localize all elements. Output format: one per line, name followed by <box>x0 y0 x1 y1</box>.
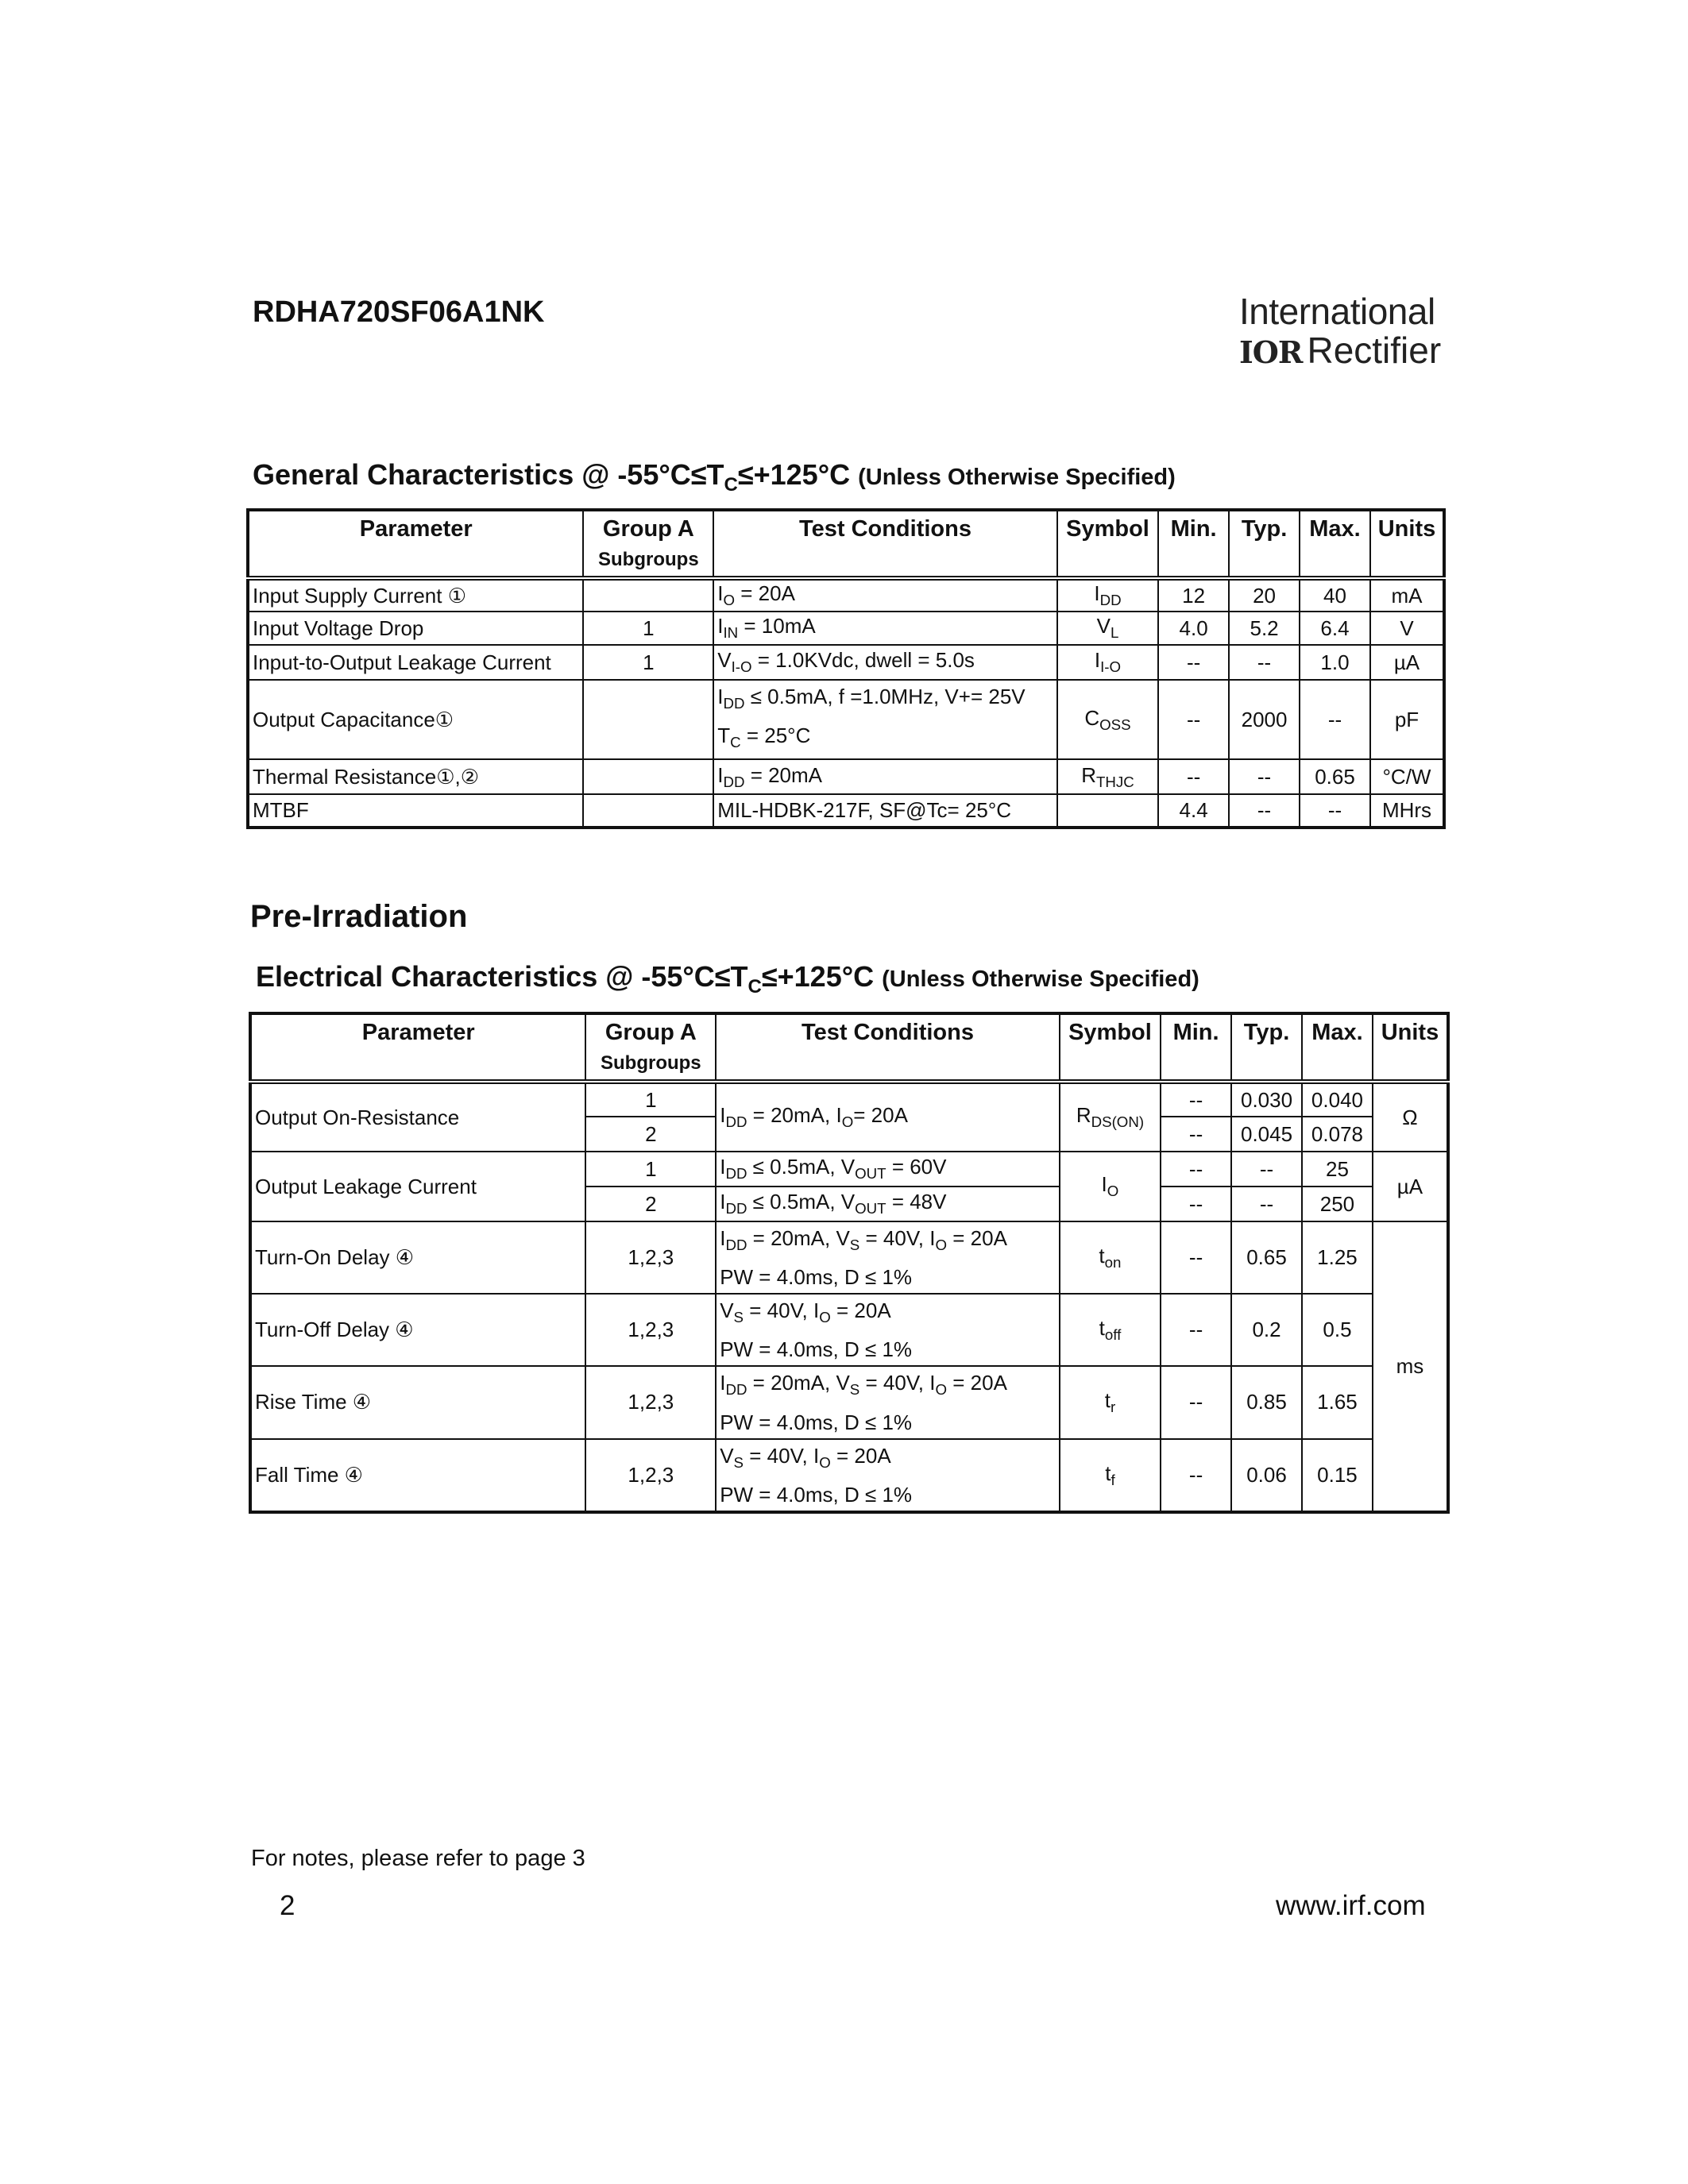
title-end: ≤+125°C <box>761 960 875 993</box>
cond-c: = 60V <box>886 1155 947 1179</box>
c-c: = 40V, I <box>859 1226 936 1250</box>
cell-group: 1,2,3 <box>585 1439 716 1512</box>
cell-units: µA <box>1370 645 1444 680</box>
cond-sub: DD <box>725 1165 747 1183</box>
cond-b: = 10mA <box>738 614 816 639</box>
cond-sub: DD <box>723 695 745 712</box>
company-logo <box>1239 292 1446 372</box>
col-symbol: Symbol <box>1060 1013 1161 1082</box>
electrical-characteristics-table <box>249 1012 1450 1514</box>
cell-min: -- <box>1158 759 1229 794</box>
c-a: V <box>720 1298 734 1323</box>
col-group-label: Group A <box>605 1020 697 1045</box>
cell-symbol <box>1057 759 1158 794</box>
cond-a: V <box>717 648 732 673</box>
cell-max: 6.4 <box>1300 612 1370 645</box>
cell-group: 2 <box>585 1187 716 1221</box>
cell-min: -- <box>1161 1294 1231 1366</box>
cond-a: MIL-HDBK-217F, SF@Tc= 25°C <box>717 798 1012 823</box>
general-characteristics-title <box>253 458 1176 496</box>
col-group <box>585 1013 716 1082</box>
cell-max: 1.25 <box>1302 1221 1373 1294</box>
c-sub: S <box>733 1309 744 1326</box>
cell-conditions <box>713 645 1057 680</box>
cond-a: I <box>717 614 724 639</box>
c-d: = 20A <box>947 1371 1007 1395</box>
table-row <box>250 1082 1448 1117</box>
cond-sub: DD <box>725 1113 747 1131</box>
sym-sub: L <box>1110 624 1119 642</box>
c-d: = 20A <box>947 1226 1007 1250</box>
sym: C <box>1084 705 1100 730</box>
c-b: = 40V, I <box>744 1443 820 1468</box>
cond-sub: IN <box>723 624 739 642</box>
cond-sub2: O <box>841 1113 854 1131</box>
cell-group <box>583 578 713 612</box>
c-sub3: O <box>935 1237 948 1254</box>
cell-conditions <box>716 1294 1060 1366</box>
sym-sub: O <box>1107 1183 1119 1200</box>
cell-typ: 0.045 <box>1231 1117 1302 1152</box>
cell-typ: 0.2 <box>1231 1294 1302 1366</box>
cell-group: 1,2,3 <box>585 1366 716 1438</box>
c-b: = 20mA, V <box>747 1226 850 1250</box>
page-number: 2 <box>280 1890 295 1921</box>
cond-b: = 1.0KVdc, dwell = 5.0s <box>751 648 975 673</box>
sym-sub: off <box>1104 1326 1122 1344</box>
cond2-b: = 25°C <box>740 723 811 748</box>
header-row <box>250 1013 1448 1082</box>
title-note: (Unless Otherwise Specified) <box>882 967 1199 992</box>
cell-typ: 0.85 <box>1231 1366 1302 1438</box>
cell-max: 0.040 <box>1302 1082 1373 1117</box>
col-typ: Typ. <box>1229 510 1300 578</box>
col-group-label: Group A <box>602 516 694 542</box>
col-group-sub: Subgroups <box>601 1052 701 1074</box>
col-units: Units <box>1370 510 1444 578</box>
cell-max: 1.0 <box>1300 645 1370 680</box>
table-row <box>248 645 1444 680</box>
cell-units: mA <box>1370 578 1444 612</box>
cell-symbol <box>1057 794 1158 828</box>
c-a: V <box>720 1443 734 1468</box>
col-max: Max. <box>1302 1013 1373 1082</box>
table-row <box>248 612 1444 645</box>
cell-parameter: Input Voltage Drop <box>248 612 583 645</box>
cell-symbol <box>1057 645 1158 680</box>
cell-conditions <box>716 1439 1060 1512</box>
cell-typ: 0.65 <box>1231 1221 1302 1294</box>
cell-min: -- <box>1158 680 1229 759</box>
cell-parameter: Output On-Resistance <box>250 1082 585 1152</box>
cell-min: -- <box>1161 1117 1231 1152</box>
c-sub3: O <box>935 1381 948 1399</box>
cell-symbol <box>1057 578 1158 612</box>
cell-group: 1 <box>585 1082 716 1117</box>
cell-group: 1,2,3 <box>585 1294 716 1366</box>
cell-parameter: Turn-Off Delay ④ <box>250 1294 585 1366</box>
col-conditions: Test Conditions <box>713 510 1057 578</box>
col-max: Max. <box>1300 510 1370 578</box>
c-c: = 40V, I <box>859 1371 936 1395</box>
cond-line-1 <box>720 1367 1056 1406</box>
cell-max: 250 <box>1302 1187 1373 1221</box>
c-b: = 40V, I <box>744 1298 820 1323</box>
cell-group: 1 <box>585 1152 716 1187</box>
cell-units: Ω <box>1373 1082 1448 1152</box>
cell-parameter: Output Capacitance① <box>248 680 583 759</box>
c-sub2: O <box>819 1453 831 1471</box>
cell-symbol <box>1060 1152 1161 1221</box>
electrical-characteristics-title <box>256 960 1199 998</box>
table-row <box>250 1152 1448 1187</box>
cond-line-1 <box>720 1222 1056 1261</box>
cell-typ: -- <box>1229 645 1300 680</box>
cell-conditions <box>716 1221 1060 1294</box>
table-row <box>248 680 1444 759</box>
cell-symbol <box>1060 1082 1161 1152</box>
cell-units: °C/W <box>1370 759 1444 794</box>
cell-parameter: Rise Time ④ <box>250 1366 585 1438</box>
cell-symbol <box>1057 612 1158 645</box>
cell-typ: 20 <box>1229 578 1300 612</box>
cell-units: V <box>1370 612 1444 645</box>
cell-conditions <box>713 612 1057 645</box>
cell-parameter: MTBF <box>248 794 583 828</box>
col-parameter: Parameter <box>248 510 583 578</box>
cond-b: ≤ 0.5mA, V <box>747 1190 856 1214</box>
cond-b: = 20mA, I <box>747 1103 842 1128</box>
cond-c: = 20A <box>853 1103 908 1128</box>
cell-max: 0.078 <box>1302 1117 1373 1152</box>
table-row <box>250 1294 1448 1366</box>
cell-symbol <box>1060 1366 1161 1438</box>
cond-a: I <box>720 1103 726 1128</box>
cell-max: 0.5 <box>1302 1294 1373 1366</box>
sym: t <box>1099 1244 1105 1268</box>
title-main: Electrical Characteristics @ -55°C≤T <box>256 960 748 993</box>
cell-group: 2 <box>585 1117 716 1152</box>
c-b: = 20mA, V <box>747 1371 850 1395</box>
logo-line-1: International <box>1239 291 1435 332</box>
cond-b: = 20A <box>735 581 795 606</box>
cell-typ: 0.030 <box>1231 1082 1302 1117</box>
cond-b: ≤ 0.5mA, f =1.0MHz, V+= 25V <box>744 685 1026 708</box>
cond-sub: DD <box>723 773 745 790</box>
sym: I <box>1094 581 1100 606</box>
col-min: Min. <box>1161 1013 1231 1082</box>
col-group <box>583 510 713 578</box>
logo-mark: IOR <box>1239 334 1303 370</box>
c-c: = 20A <box>830 1298 891 1323</box>
sym: I <box>1094 648 1101 673</box>
title-sub: C <box>724 474 738 496</box>
cell-symbol <box>1060 1221 1161 1294</box>
cell-conditions <box>716 1152 1060 1187</box>
pre-irradiation-heading: Pre-Irradiation <box>250 899 468 934</box>
cell-units: pF <box>1370 680 1444 759</box>
sym-sub: THJC <box>1095 773 1134 790</box>
cond-sub: I-O <box>731 658 752 676</box>
cell-max: 40 <box>1300 578 1370 612</box>
c-sub2: S <box>849 1381 860 1399</box>
cell-group: 1,2,3 <box>585 1221 716 1294</box>
col-typ: Typ. <box>1231 1013 1302 1082</box>
footer-note: For notes, please refer to page 3 <box>251 1846 585 1871</box>
sym-sub: I-O <box>1100 658 1122 676</box>
cell-units: MHrs <box>1370 794 1444 828</box>
sym-sub: on <box>1104 1254 1122 1271</box>
cell-parameter: Turn-On Delay ④ <box>250 1221 585 1294</box>
cell-min: -- <box>1161 1082 1231 1117</box>
c-c: = 20A <box>830 1443 891 1468</box>
cond-b: = 20mA <box>744 762 823 787</box>
cell-conditions <box>716 1082 1060 1152</box>
cell-typ: -- <box>1231 1187 1302 1221</box>
cell-typ: 5.2 <box>1229 612 1300 645</box>
cell-max: -- <box>1300 680 1370 759</box>
cond-c: = 48V <box>886 1190 947 1214</box>
title-main: General Characteristics @ -55°C≤T <box>253 458 724 491</box>
cell-max: 0.15 <box>1302 1439 1373 1512</box>
cond-line-1 <box>720 1440 1056 1479</box>
logo-text: Rectifier <box>1307 330 1442 371</box>
cell-max: 25 <box>1302 1152 1373 1187</box>
cell-group: 1 <box>583 612 713 645</box>
table-row <box>250 1439 1448 1512</box>
cell-group <box>583 759 713 794</box>
c-sub2: S <box>849 1237 860 1254</box>
cell-conditions <box>716 1366 1060 1438</box>
table-row <box>248 794 1444 828</box>
sym: t <box>1099 1316 1105 1341</box>
cell-min: 4.4 <box>1158 794 1229 828</box>
cond-line-1 <box>720 1295 1056 1333</box>
cell-typ: -- <box>1229 759 1300 794</box>
part-number: RDHA720SF06A1NK <box>253 295 545 329</box>
cond-line-2: PW = 4.0ms, D ≤ 1% <box>720 1265 913 1290</box>
col-symbol: Symbol <box>1057 510 1158 578</box>
cell-min: -- <box>1161 1221 1231 1294</box>
c-a: I <box>720 1226 726 1250</box>
cond-line-1 <box>717 681 1053 720</box>
cell-parameter: Input Supply Current ① <box>248 578 583 612</box>
cond-sub: O <box>723 592 736 609</box>
title-note: (Unless Otherwise Specified) <box>858 465 1176 490</box>
cell-parameter: Output Leakage Current <box>250 1152 585 1221</box>
title-end: ≤+125°C <box>737 458 851 491</box>
sym: t <box>1105 1461 1111 1485</box>
col-min: Min. <box>1158 510 1229 578</box>
cond-a: I <box>720 1155 726 1179</box>
cell-min: -- <box>1158 645 1229 680</box>
c-sub: DD <box>725 1381 747 1399</box>
cell-symbol <box>1060 1439 1161 1512</box>
cell-min: -- <box>1161 1152 1231 1187</box>
cond-sub2: OUT <box>855 1200 886 1217</box>
cell-max: 1.65 <box>1302 1366 1373 1438</box>
table-row <box>250 1366 1448 1438</box>
table-row <box>248 759 1444 794</box>
cell-conditions <box>713 578 1057 612</box>
cond-a: I <box>720 1190 726 1214</box>
cell-conditions <box>713 794 1057 828</box>
cell-parameter: Fall Time ④ <box>250 1439 585 1512</box>
sym: t <box>1104 1388 1111 1413</box>
c-a: I <box>720 1371 726 1395</box>
cond-a: I <box>717 685 724 708</box>
cell-group <box>583 794 713 828</box>
col-parameter: Parameter <box>250 1013 585 1082</box>
sym-sub: OSS <box>1099 716 1131 733</box>
cond-b: ≤ 0.5mA, V <box>747 1155 856 1179</box>
cell-conditions <box>716 1187 1060 1221</box>
cond-line-2: PW = 4.0ms, D ≤ 1% <box>720 1482 913 1507</box>
cell-max: 0.65 <box>1300 759 1370 794</box>
cell-min: -- <box>1161 1187 1231 1221</box>
sym-sub: DD <box>1099 592 1122 609</box>
cond2-a: T <box>717 723 731 748</box>
cell-min: -- <box>1161 1439 1231 1512</box>
col-units: Units <box>1373 1013 1448 1082</box>
c-sub: DD <box>725 1237 747 1254</box>
general-characteristics-table <box>246 508 1446 829</box>
sym: V <box>1096 614 1111 639</box>
cell-units: µA <box>1373 1152 1448 1221</box>
cell-min: -- <box>1161 1366 1231 1438</box>
cell-typ: 0.06 <box>1231 1439 1302 1512</box>
cond-a: I <box>717 762 724 787</box>
cell-conditions <box>713 680 1057 759</box>
cell-group: 1 <box>583 645 713 680</box>
cell-symbol <box>1057 680 1158 759</box>
title-sub: C <box>747 976 762 998</box>
cell-units: ms <box>1373 1221 1448 1512</box>
sym: I <box>1101 1172 1107 1197</box>
c-sub: S <box>733 1453 744 1471</box>
cell-parameter: Thermal Resistance①,② <box>248 759 583 794</box>
c-sub2: O <box>819 1309 831 1326</box>
sym: R <box>1081 762 1096 787</box>
col-conditions: Test Conditions <box>716 1013 1060 1082</box>
sym-sub: f <box>1111 1471 1115 1488</box>
cell-parameter: Input-to-Output Leakage Current <box>248 645 583 680</box>
cond2-sub: C <box>730 734 741 751</box>
cell-typ: -- <box>1231 1152 1302 1187</box>
cond-a: I <box>717 581 724 606</box>
cell-min: 4.0 <box>1158 612 1229 645</box>
website-url: www.irf.com <box>1276 1890 1426 1921</box>
cell-min: 12 <box>1158 578 1229 612</box>
cond-line-2: PW = 4.0ms, D ≤ 1% <box>720 1337 913 1362</box>
cell-typ: -- <box>1229 794 1300 828</box>
cond-sub2: OUT <box>855 1165 886 1183</box>
table-row <box>250 1221 1448 1294</box>
cond-sub: DD <box>725 1200 747 1217</box>
logo-line-2 <box>1239 330 1446 372</box>
cond-line-2: PW = 4.0ms, D ≤ 1% <box>720 1410 913 1434</box>
cell-symbol <box>1060 1294 1161 1366</box>
col-group-sub: Subgroups <box>598 549 699 570</box>
sym-sub: r <box>1110 1399 1116 1416</box>
cell-typ: 2000 <box>1229 680 1300 759</box>
cell-conditions <box>713 759 1057 794</box>
header-row <box>248 510 1444 578</box>
cond-line-2 <box>717 720 1053 758</box>
cell-group <box>583 680 713 759</box>
sym: R <box>1076 1103 1091 1128</box>
cell-max: -- <box>1300 794 1370 828</box>
sym-sub: DS(ON) <box>1091 1113 1145 1131</box>
table-row <box>248 578 1444 612</box>
